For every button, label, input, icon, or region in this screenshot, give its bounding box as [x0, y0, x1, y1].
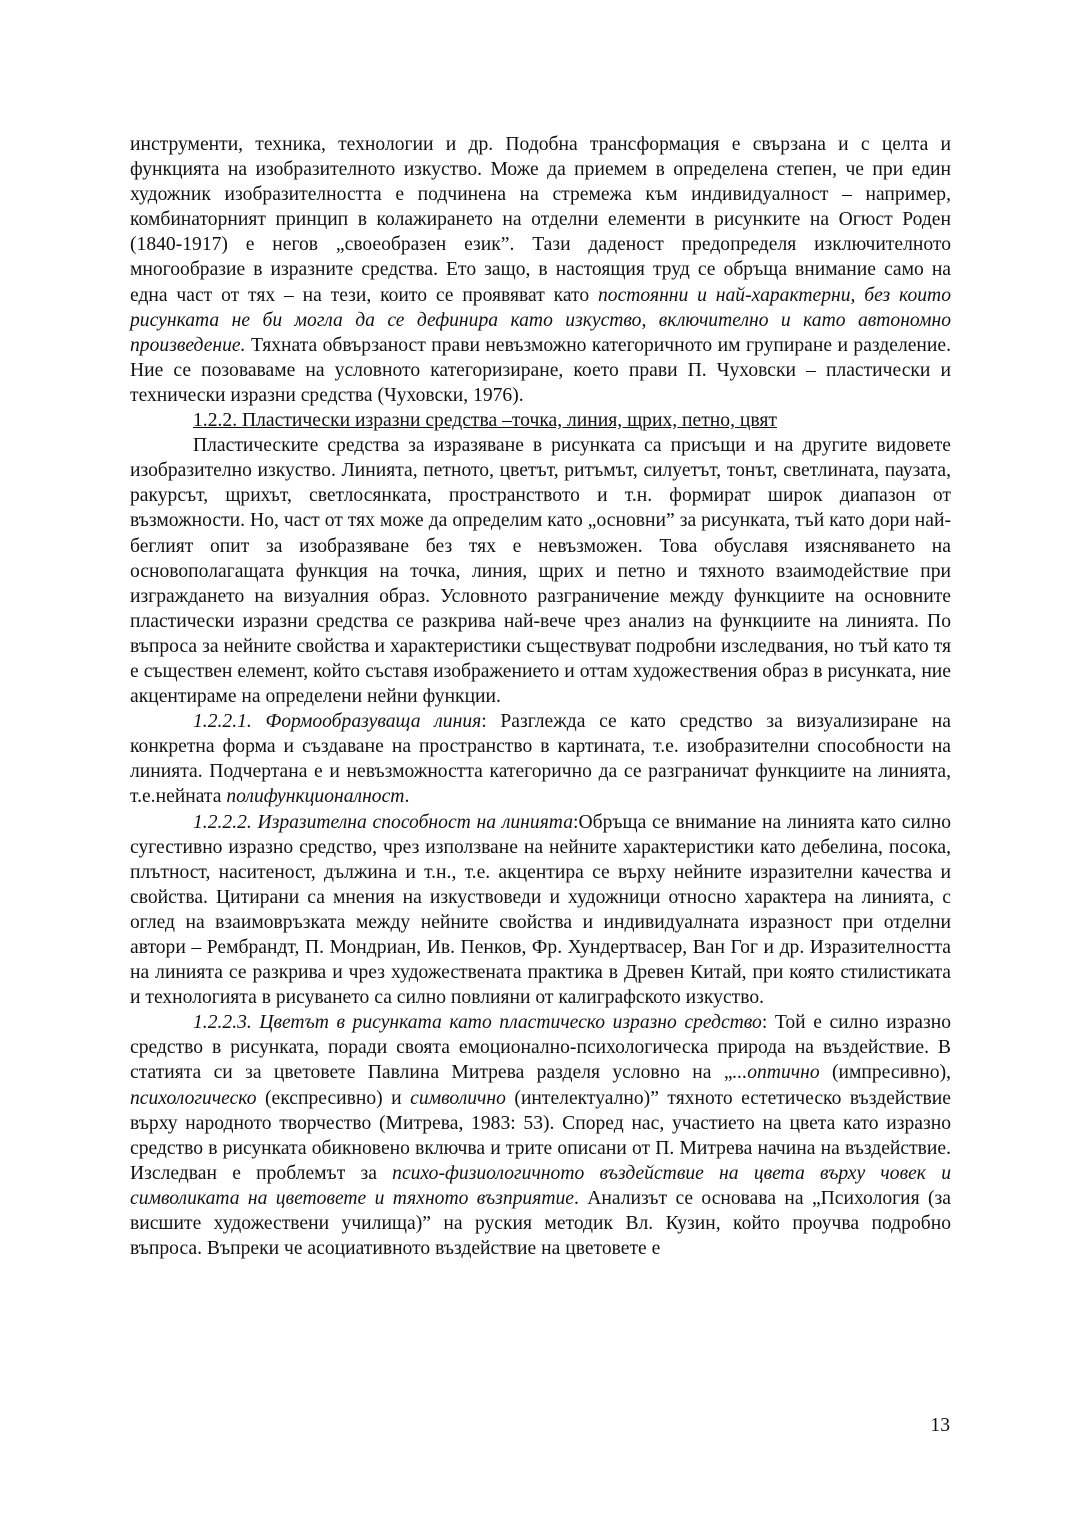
page-number: 13	[930, 1415, 950, 1436]
italic-term: ...оптично	[732, 1062, 820, 1084]
paragraph-expressive-line	[130, 810, 951, 1011]
italic-phrase: постоянни и най-характерни, без които рисунката не би могла да се дефинира като изкуство, включително и като автономно произведение.	[130, 284, 951, 356]
paragraph-intro	[130, 132, 951, 408]
paragraph-text: . Анализът се основава на „Психология (за висшите художествени училища)” на руския методик Вл. Кузин, който проучва подробно въпроса. Въпреки че асоциативното въздействие на цветовете е	[130, 1187, 951, 1260]
paragraph-text: : Той е силно изразно средство в рисунката, поради своята емоционално-психологическа природа на въздействие. В статията си за цветовете Павлина Митрева разделя условно на „	[130, 1012, 952, 1084]
paragraph-text: .	[404, 786, 410, 808]
italic-term: психологическо	[130, 1087, 257, 1109]
paragraph-text: (импресивно),	[819, 1062, 951, 1084]
section-heading: 1.2.2. Пластически изразни средства –точка, линия, щрих, петно, цвят	[193, 410, 777, 432]
subsection-title: 1.2.2.1. Формообразуваща линия	[193, 711, 482, 733]
paragraph-text: Тяхната обвързаност прави невъзможно категоричното им групиране и разделение. Ние се позоваваме на условното категоризиране, което прави П. Чуховски – пластически и технически изразни средства (Чуховски, 1976).	[130, 334, 951, 406]
paragraph-text: (експресивно) и	[256, 1087, 411, 1109]
italic-term: символично	[410, 1087, 506, 1109]
paragraph-plastic-means: Пластическите средства за изразяване в рисунката са присъщи и на другите видовете изобразително изкуство. Линията, петното, цветът, ритъмът, силуетът, тонът, светлината, паузата, ракурсът, щрихът, светлосянката, пространството и т.н. формират широк диапазон от възможности. Но, част от тях може да определим като „основни” за рисунката, тъй като дори най-беглият опит за изобразяване без тях е невъзможен. Това обуславя изясняването на основополагащата функция на точка, линия, щрих и петно и тяхното взаимодействие при изграждането на визуалния образ. Условното разграничение между функциите на основните пластически изразни средства се разкрива най-вече чрез анализ на функциите на линията. По въпроса за нейните свойства и характеристики съществуват подробни изследвания, но тъй като тя е съществен елемент, който съставя изображението и оттам художествения образ в рисунката, ние акцентираме на определени нейни функции.	[130, 435, 951, 708]
document-body	[130, 132, 951, 1261]
subsection-title: 1.2.2.2. Изразителна способност на линията	[193, 811, 573, 833]
paragraph-form-line	[130, 709, 951, 809]
italic-phrase: психо-физиологичното въздействие на цвета върху човек и символиката на цветовете и тяхното възприятие	[130, 1162, 951, 1209]
subsection-title: 1.2.2.3. Цветът в рисунката като пластическо изразно средство	[193, 1012, 762, 1034]
italic-term: полифункционалност	[226, 786, 405, 808]
paragraph-color	[130, 1010, 951, 1261]
paragraph-text: инструменти, техника, технологии и др. Подобна трансформация е свързана и с целта и функцията на изобразителното изкуство. Може да приемем в определена степен, че при един художник изобразителността е подчинена на стремежа към индивидуалност – например, комбинаторният принцип в колажирането на отделни елементи в рисунките на Огюст Роден (1840-1917) е негов „своеобразен език”. Тази даденост предопределя изключителното многообразие в изразните средства. Ето защо, в настоящия труд се обръща внимание само на една част от тях – на тези, които се проявяват като	[130, 134, 951, 306]
paragraph-text: :Обръща се внимание на линията като силно сугестивно изразно средство, чрез използване на нейните характеристики като дебелина, посока, плътност, наситеност, дължина и т.н., т.е. акцентира се върху нейните изразителни качества и свойства. Цитирани са мнения на изкуствоведи и художници относно характера на линията, с оглед на взаимовръзката между нейните свойства и индивидуалната изразност при отделни автори – Рембрандт, П. Мондриан, Ив. Пенков, Фр. Хундертвасер, Ван Гог и др. Изразителността на линията се разкрива и чрез художествената практика в Древен Китай, при която стилистиката и технологията в рисуването са силно повлияни от калиграфското изкуство.	[130, 811, 951, 1009]
paragraph-text: (интелектуално)” тяхното естетическо въздействие върху народното творчество (Митрева, 1983: 53). Според нас, участието на цвета като изразно средство в рисунката обикновено включва и трите описани от П. Митрева начина на въздействие. Изследван е проблемът за	[130, 1087, 951, 1184]
paragraph-text: : Разглежда се като средство за визуализиране на конкретна форма и създаване на пространство в картината, т.е. изобразителни способности на линията. Подчертана е и невъзможността категорично да се разграничат функциите на линията, т.е.нейната	[130, 711, 951, 808]
